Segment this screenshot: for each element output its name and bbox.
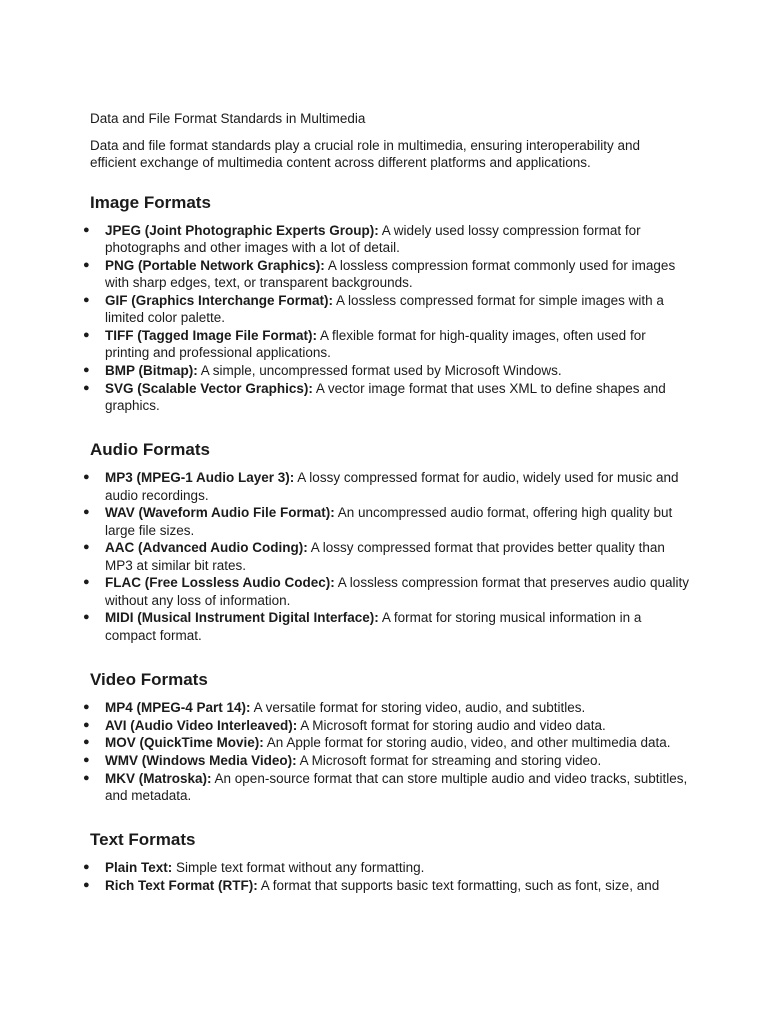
bullet-icon: ● <box>83 771 90 784</box>
bullet-icon: ● <box>83 224 90 236</box>
item-description: A versatile format for storing video, audio, and subtitles. <box>253 700 586 716</box>
list-item <box>83 699 690 716</box>
bullet-icon: ● <box>83 294 90 306</box>
format-list <box>83 222 690 414</box>
section-heading: Image Formats <box>90 193 211 212</box>
document-content <box>83 110 690 920</box>
bullet-icon: ● <box>83 879 90 891</box>
bullet-icon: ● <box>83 736 90 749</box>
bullet-icon: ● <box>83 754 90 766</box>
bullet-icon: ● <box>83 259 90 271</box>
item-term: MKV (Matroska): <box>105 770 212 786</box>
section-heading: Video Formats <box>90 670 208 690</box>
section-heading: Audio Formats <box>90 440 210 460</box>
list-item <box>83 609 690 644</box>
item-description: A lossless compression format commonly used for images with sharp edges, text, or transparent backgrounds. <box>105 258 676 291</box>
list-item <box>83 292 690 327</box>
section-audio-formats <box>83 440 690 644</box>
bullet-icon: ● <box>83 471 90 484</box>
list-item <box>83 257 690 292</box>
bullet-icon: ● <box>83 381 90 394</box>
item-description: A lossless compression format that preserves audio quality without any loss of information. <box>105 575 689 608</box>
item-description: A Microsoft format for storing audio and video data. <box>300 717 606 733</box>
item-term: Rich Text Format (RTF): <box>105 878 258 893</box>
item-description: A vector image format that uses XML to define shapes and graphics. <box>105 380 666 413</box>
list-item <box>83 327 690 362</box>
format-list <box>83 469 690 644</box>
item-description: A format that supports basic text formatting, such as font, size, and <box>260 878 660 893</box>
list-item <box>83 504 690 539</box>
item-term: SVG (Scalable Vector Graphics): <box>105 380 313 396</box>
bullet-icon: ● <box>83 861 90 874</box>
list-item <box>83 362 690 379</box>
item-term: JPEG (Joint Photographic Experts Group): <box>105 223 379 238</box>
item-description: Simple text format without any formatting. <box>176 860 425 876</box>
item-term: MP4 (MPEG-4 Part 14): <box>105 700 251 716</box>
item-term: GIF (Graphics Interchange Format): <box>105 293 334 308</box>
list-item <box>83 469 690 504</box>
format-list <box>83 699 690 804</box>
list-item <box>83 877 690 894</box>
section-video-formats <box>83 670 690 804</box>
item-description: A lossy compressed format that provides better quality than MP3 at similar bit rates. <box>105 540 665 573</box>
item-description: A format for storing musical information in a compact format. <box>105 610 642 643</box>
item-description: An open-source format that can store multiple audio and video tracks, subtitles, and metadata. <box>105 770 688 803</box>
item-term: WAV (Waveform Audio File Format): <box>105 505 335 521</box>
item-term: AAC (Advanced Audio Coding): <box>105 540 308 556</box>
section-heading: Text Formats <box>90 830 196 850</box>
item-term: FLAC (Free Lossless Audio Codec): <box>105 575 335 591</box>
bullet-icon: ● <box>83 701 90 714</box>
item-term: MOV (QuickTime Movie): <box>105 735 264 751</box>
item-term: MP3 (MPEG-1 Audio Layer 3): <box>105 470 295 486</box>
item-description: A widely used lossy compression format for photographs and other images with a lot of detail. <box>105 223 641 256</box>
bullet-icon: ● <box>83 541 90 554</box>
list-item <box>83 574 690 609</box>
bullet-icon: ● <box>83 576 90 589</box>
item-description: A lossy compressed format for audio, widely used for music and audio recordings. <box>105 470 679 503</box>
item-term: AVI (Audio Video Interleaved): <box>105 717 298 733</box>
bullet-icon: ● <box>83 611 90 624</box>
item-term: Plain Text: <box>105 860 173 876</box>
section-image-formats <box>83 193 690 414</box>
item-description: A flexible format for high-quality images, often used for printing and professional applications. <box>105 328 646 361</box>
list-item <box>83 770 690 805</box>
bullet-icon: ● <box>83 329 90 341</box>
list-item <box>83 222 690 257</box>
item-description: A lossless compressed format for simple images with a limited color palette. <box>105 293 664 326</box>
list-item <box>83 752 690 769</box>
bullet-icon: ● <box>83 718 90 731</box>
list-item <box>83 717 690 734</box>
list-item <box>83 539 690 574</box>
item-term: MIDI (Musical Instrument Digital Interface): <box>105 610 379 626</box>
item-description: An Apple format for storing audio, video, and other multimedia data. <box>266 735 671 751</box>
list-item <box>83 859 690 876</box>
list-item <box>83 380 690 415</box>
item-term: BMP (Bitmap): <box>105 363 198 378</box>
item-term: PNG (Portable Network Graphics): <box>105 258 325 273</box>
bullet-icon: ● <box>83 506 90 519</box>
item-description: A Microsoft format for streaming and storing video. <box>299 753 602 768</box>
document-title: Data and File Format Standards in Multimedia <box>90 111 366 126</box>
item-description: An uncompressed audio format, offering high quality but large file sizes. <box>105 505 673 538</box>
list-item <box>83 734 690 751</box>
section-text-formats <box>83 830 690 894</box>
item-term: TIFF (Tagged Image File Format): <box>105 328 318 343</box>
intro-paragraph: Data and file format standards play a crucial role in multimedia, ensuring interoperability and efficient exchange of multimedia content across different platforms and applications. <box>90 138 641 170</box>
bullet-icon: ● <box>83 364 90 376</box>
format-list <box>83 859 690 894</box>
item-term: WMV (Windows Media Video): <box>105 753 297 768</box>
item-description: A simple, uncompressed format used by Microsoft Windows. <box>200 363 562 378</box>
